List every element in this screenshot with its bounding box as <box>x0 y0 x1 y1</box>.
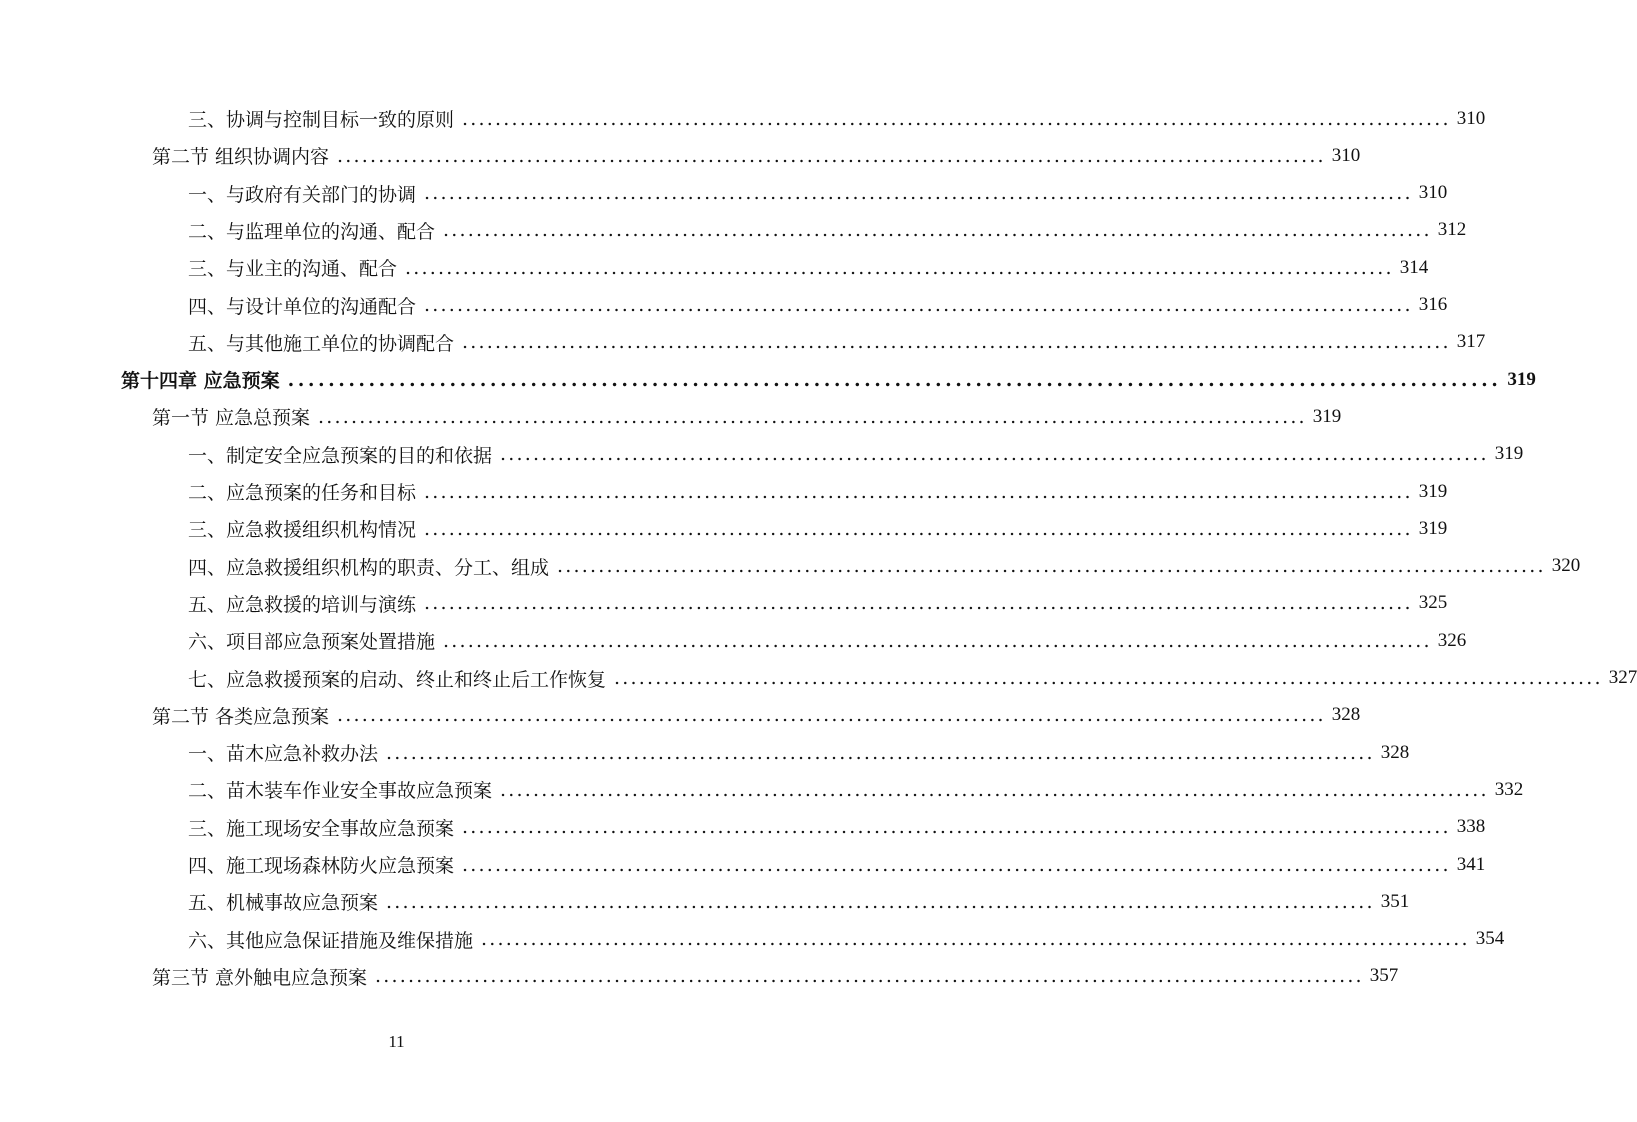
toc-leader-dots: ........................................................................................................................ <box>462 107 1451 130</box>
toc-leader-dots: ........................................................................................................................ <box>424 480 1413 503</box>
toc-entry-title: 五、与其他施工单位的协调配合 <box>188 332 455 355</box>
toc-leader-dots: ........................................................................................................................ <box>337 144 1326 167</box>
toc-entry-title: 第一节 应急总预案 <box>152 407 311 430</box>
toc-entry-page: 319 <box>1494 443 1524 465</box>
toc-entry-title: 六、项目部应急预案处置措施 <box>188 631 436 654</box>
toc-entry[interactable] <box>188 622 1467 659</box>
toc-leader-dots: ........................................................................................................................ <box>443 629 1432 652</box>
toc-entry[interactable] <box>188 734 1410 771</box>
toc-entry[interactable] <box>188 771 1524 808</box>
toc-entry-page: 317 <box>1456 331 1486 353</box>
toc-entry-page: 310 <box>1331 144 1361 166</box>
toc-leader-dots: ........................................................................................................................ <box>405 256 1394 279</box>
toc-leader-dots: ........................................................................................................................ <box>443 219 1432 242</box>
toc-leader-dots: ........................................................................................................................ <box>557 555 1546 578</box>
toc-entry-title: 二、与监理单位的沟通、配合 <box>188 220 436 243</box>
toc-entry-page: 327 <box>1608 667 1637 688</box>
toc-entry[interactable] <box>188 510 1448 547</box>
page-number: 11 <box>388 1032 405 1051</box>
toc-entry-page: 310 <box>1456 107 1486 129</box>
toc-entry-page: 316 <box>1418 294 1448 315</box>
toc-entry[interactable] <box>188 249 1429 286</box>
toc-leader-dots: ........................................................................................................................ <box>614 667 1603 689</box>
toc-entry-page: 328 <box>1331 704 1361 726</box>
toc-leader-dots: ........................................................................................................................ <box>375 965 1364 988</box>
toc-entry[interactable] <box>188 809 1486 846</box>
toc-entry-title: 二、应急预案的任务和目标 <box>188 482 417 504</box>
toc-entry-title: 四、应急救援组织机构的职责、分工、组成 <box>188 556 550 579</box>
toc-entry-page: 320 <box>1551 555 1581 577</box>
toc-entry-title: 第三节 意外触电应急预案 <box>152 966 368 989</box>
toc-entry-title: 五、应急救援的培训与演练 <box>188 593 417 616</box>
toc-entry-title: 七、应急救援预案的启动、终止和终止后工作恢复 <box>188 668 607 691</box>
toc-leader-dots: ........................................................................................................................ <box>481 928 1470 951</box>
toc-entry-page: 312 <box>1437 219 1467 241</box>
toc-entry[interactable] <box>152 697 1361 734</box>
toc-entry[interactable] <box>188 436 1524 473</box>
toc-entry[interactable] <box>188 324 1486 361</box>
toc-entry[interactable] <box>152 398 1342 435</box>
toc-leader-dots: ........................................................................................................................ <box>386 890 1375 913</box>
toc-leader-dots: ........................................................................................................................ <box>424 592 1413 615</box>
toc-entry[interactable] <box>188 548 1581 585</box>
toc-entry[interactable] <box>121 361 1536 398</box>
toc-leader-dots: ........................................................................................................................ <box>500 443 1489 466</box>
toc-entry-title: 第二节 各类应急预案 <box>152 705 330 728</box>
toc-entry[interactable] <box>188 473 1448 510</box>
toc-leader-dots: ........................................................................................................................ <box>462 331 1451 354</box>
toc-entry[interactable] <box>188 287 1448 324</box>
toc-entry-title: 三、协调与控制目标一致的原则 <box>188 109 455 131</box>
toc-entry-page: 314 <box>1399 256 1429 278</box>
toc-entry[interactable] <box>188 921 1505 958</box>
toc-leader-dots: ........................................................................................................................ <box>287 368 1502 391</box>
toc-entry[interactable] <box>152 137 1361 174</box>
toc-leader-dots: ........................................................................................................................ <box>337 704 1326 727</box>
toc-entry[interactable] <box>188 585 1448 622</box>
toc-entry-title: 五、机械事故应急预案 <box>188 892 379 915</box>
toc-entry-title: 四、与设计单位的沟通配合 <box>188 295 417 318</box>
toc-entry-page: 328 <box>1380 741 1410 763</box>
toc-entry-page: 319 <box>1507 368 1536 390</box>
toc-entry-page: 319 <box>1312 405 1342 427</box>
toc-entry-title: 六、其他应急保证措施及维保措施 <box>188 929 474 952</box>
toc-entry-page: 338 <box>1456 816 1486 838</box>
toc-entry[interactable] <box>188 846 1486 883</box>
toc-entry[interactable] <box>188 175 1448 212</box>
toc-entry-page: 319 <box>1418 517 1448 539</box>
toc-entry-title: 一、制定安全应急预案的目的和依据 <box>188 444 493 467</box>
toc-entry[interactable] <box>188 883 1410 920</box>
toc-entry-page: 354 <box>1475 928 1505 950</box>
toc-entry-page: 351 <box>1380 890 1410 912</box>
toc-entry-page: 332 <box>1494 778 1524 800</box>
toc-leader-dots: ........................................................................................................................ <box>424 517 1413 540</box>
toc-leader-dots: ........................................................................................................................ <box>462 816 1451 839</box>
toc-entry-title: 三、应急救援组织机构情况 <box>188 519 417 542</box>
toc-entry[interactable] <box>188 100 1486 137</box>
toc-leader-dots: ........................................................................................................................ <box>318 405 1307 428</box>
toc-leader-dots: ........................................................................................................................ <box>500 778 1489 801</box>
toc-entry-title: 三、与业主的沟通、配合 <box>188 258 398 281</box>
toc-leader-dots: ........................................................................................................................ <box>386 741 1375 764</box>
toc-entry-title: 二、苗木装车作业安全事故应急预案 <box>188 780 493 803</box>
toc-entry-title: 一、苗木应急补救办法 <box>188 743 379 766</box>
toc-leader-dots: ........................................................................................................................ <box>462 853 1451 876</box>
toc-leader-dots: ........................................................................................................................ <box>424 294 1413 316</box>
toc-entry-title: 一、与政府有关部门的协调 <box>188 183 417 206</box>
toc-entry-page: 341 <box>1456 853 1486 875</box>
toc-entry-page: 325 <box>1418 592 1448 614</box>
toc-entry-title: 四、施工现场森林防火应急预案 <box>188 855 455 877</box>
toc-entry[interactable] <box>188 212 1467 249</box>
toc-entry-page: 319 <box>1418 480 1448 502</box>
toc-entry[interactable] <box>152 958 1399 995</box>
toc-entry-title: 三、施工现场安全事故应急预案 <box>188 817 455 840</box>
toc-leader-dots: ........................................................................................................................ <box>424 182 1413 205</box>
toc-entry-page: 326 <box>1437 629 1467 651</box>
toc-entry-page: 310 <box>1418 182 1448 204</box>
toc-entry-title: 第十四章 应急预案 <box>121 370 280 393</box>
toc-entry-page: 357 <box>1369 965 1399 987</box>
toc-entry-title: 第二节 组织协调内容 <box>152 146 330 169</box>
toc-entry[interactable] <box>188 660 1637 697</box>
